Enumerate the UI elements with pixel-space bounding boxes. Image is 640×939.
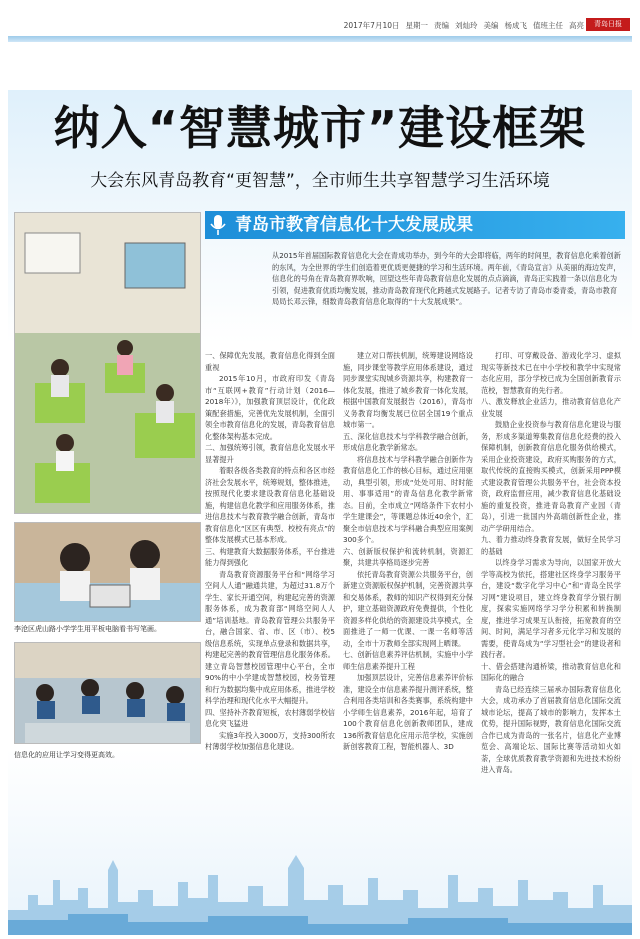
section-heading: 十、借会搭建沟通桥梁，推动教育信息化和国际化的融合: [481, 661, 621, 682]
subheadline: 大会东风青岛教育“更智慧”，全市师生共享智慧学习生活环境: [90, 171, 550, 191]
editor-label: 责编: [434, 21, 449, 30]
intro-paragraph: 从2015年首届国际教育信息化大会在青成功举办，到今年的大会即将临，两年的时间里，教育信息化乘着创新的东风，为全世界的学生们创造着更优质更便捷的学习和生活环境。两年前，《青岛宣言》从美丽的海边发声，信息化的号角在青岛教育界吹响，回望这些年青岛教育信息化发展的点点滴滴，青岛正实践着一条以信息化为引领，促进教育优质均衡发展，推动青岛教育现代化跨越式发展路子。记者专访了青岛市委青委，青岛市教育局局长邓云锋，细数青岛教育信息化取得的“十大发展成果”。: [272, 251, 621, 306]
paragraph: 建立对口帮扶机制，统筹建设网络设施，同步课堂等教学应用体系建设，通过同步课堂实现城乡资源共享，构建教育一体化发展，推进了城乡教育一体化发展，根据中国教育发展报告（2016），青岛市义务教育均衡发展已位居全国19个重点城市第一。: [343, 351, 473, 429]
tablet-illustration: [15, 523, 200, 621]
classroom-photo: [14, 212, 201, 514]
paragraph: 加强顶层设计，完善信息素养评价标准，建设全市信息素养提升测评系统，整合利用各类培训和各类赛事，系统构建中小学师生信息素养，2016年起，培育了100个教育信息化创新教师团队，建成136所教育信息化应用示范学校，实施创新创客教育工程，智能机器人、3D: [343, 673, 473, 751]
classroom-illustration: [15, 213, 200, 513]
section-heading: 五、深化信息技术与学科教学融合创新，形成信息化教学新常态。: [343, 431, 473, 452]
paragraph: 青岛教育资源服务平台和“网络学习空间人人通”融通共建，为超过31.8万个学生、家长开通空间，构建起完善的资源服务体系，成为教育部“网络空间人人通”培训基地。青岛教育管理公共服务平台，融合国家、省、市、区（市）、校5级信息系统，实现单点登录和数据共享，构建起完善的教育管理信息化服务体系。建立青岛智慧校园管理中心平台，全市90%的中小学建成智慧校园，校务管理和行为数据均集中成应用体系，推进学校科学治理和现代化水平大幅提升。: [205, 569, 335, 705]
photo-caption-2: 信息化的应用让学习变得更高效。: [14, 751, 119, 759]
section-heading: 三、构建教育大数据服务体系，平台推进能力得到强化: [205, 546, 335, 567]
section-heading: 八、激发释放企业活力，推动教育信息化产业发展: [481, 397, 621, 418]
tablet-students-photo: [14, 522, 201, 622]
designer-name: 杨成飞: [504, 21, 527, 30]
newspaper-badge: 青岛日报: [586, 18, 630, 31]
paragraph: 打印、可穿戴设备、游戏化学习、虚拟现实等新技术已在中小学校和教学中实现常态化应用，部分学校已成为全国创新教育示范校，智慧教育的先行者。: [481, 351, 621, 395]
duty-name: 高亮: [569, 21, 584, 30]
paragraph: 青岛已经连续三届承办国际教育信息化大会，成功承办了首届教育信息化国际交流城市论坛，提高了城市的影响力，发挥本土优势，提升国际视野，教育信息化国际交流合作已成为青岛的一张名片，信息化产业博览会、高端论坛、国际比赛等活动如火如荼，全球优质教育教学资源和先进技术纷纷进入青岛。: [481, 684, 621, 774]
page-meta: [300, 20, 584, 31]
editor-name: 刘灿玲: [455, 21, 478, 30]
headline: 纳入“智慧城市”建设框架: [53, 101, 587, 155]
paragraph: 鼓励企业投资参与教育信息化建设与服务，形成多渠道筹集教育信息化经费的投入保障机制，创新教育信息化服务供给模式，采用企业投资建设，政府买购服务的方式，取代传统的直接购买模式，创新采用PPP模式建设教育管理公共服务平台，社会资本投资，政府监督应用，减少教育信息化基础设施的重复投资，推进青岛教育产业园（青岛），引进一批国内外高端创新性企业，推动产学研用结合。: [481, 420, 621, 533]
article-column-1: [205, 350, 335, 753]
section-heading: 一、保障优先发展，教育信息化得到全面重视: [205, 351, 335, 372]
paragraph: 2015年10月，市政府印发《青岛市“互联网+教育”行动计划（2016—2018年）》，加强教育顶层设计，优化政策配套措施，完善优先发展机制，全面引领全市教育信息化的发展，青岛教育信息化整体架构基本完成。: [205, 374, 335, 441]
classroom-tablets-illustration: [15, 643, 200, 743]
section-heading: 七、创新信息素养评估机制，实施中小学师生信息素养提升工程: [343, 650, 473, 671]
section-heading: 六、创新版权保护和流转机制，资源汇聚，共建共享格局逐步完善: [343, 546, 473, 567]
header-rule: [8, 36, 632, 42]
section-heading: 九、着力推动终身教育发展，做好全民学习的基础: [481, 535, 621, 556]
weekday: 星期一: [405, 21, 428, 30]
paragraph: 将信息技术与学科教学融合创新作为教育信息化工作的核心目标，通过应用驱动，典型引领，形成“处处可用、时时能用、事事适用”的青岛信息化教学新常态。目前，全市成立“网络条件下农村小学生建课会”，等课题总体近40余个，汇聚全市信息技术与学科融合典型应用案例300多个。: [343, 454, 473, 544]
section-title: 青岛市教育信息化十大发展成果: [205, 211, 625, 239]
designer-label: 美编: [483, 21, 499, 30]
section-heading: 二、加强统筹引领，教育信息化发展水平显著提升: [205, 443, 335, 464]
city-skyline: [8, 840, 632, 935]
paragraph: 实施3年投入3000万，支持300所农村薄弱学校加强信息化建设。: [205, 730, 335, 751]
section-heading: 四、坚持补齐教育短板，农村薄弱学校信息化突飞猛进: [205, 707, 335, 728]
classroom-tablets-photo: [14, 642, 201, 744]
duty-label: 值班主任: [533, 21, 563, 30]
paragraph: 以终身学习需求为导向，以国家开放大学等高校为依托，搭建社区终身学习服务平台，建设“数字化学习中心”和“青岛全民学习网”建设项目，建立终身教育学分银行制度，探索实施网络学习学分积累和转换制度，推进学习成果互认衔接，拓宽教育的空间、时间，满足学习者多元化学习和发展的需要，使青岛成为“学习型社会”的建设者和践行者。: [481, 558, 621, 659]
date: 2017年7月10日: [343, 21, 400, 30]
paragraph: 着眼各级各类教育的特点和各区市经济社会发展水平，统筹规划，整体推进，按照现代化要求建设教育信息化基础设施，构建信息化教学和应用服务体系，推进信息技术与教育教学融合创新，青岛市教育信息化“区区有典型、校校有亮点”的整体发展模式已基本形成。: [205, 466, 335, 544]
article-column-2: [343, 350, 473, 753]
paragraph: 依托青岛教育资源公共服务平台，创新建立资源版权保护机制，完善资源共享和交易体系，教师的知识产权得到充分保护，建立基础资源政府免费提供，个性化资源多样化供给的资源建设共享模式，全面推进了一师一优课、一课一名师等活动，全市十万教师全部实现网上晒课。: [343, 569, 473, 648]
microphone-icon: [207, 213, 229, 237]
photo-caption: 李沧区虎山路小学学生用平板电脑看书写笔画。: [14, 625, 161, 633]
article-column-3: [481, 350, 621, 776]
